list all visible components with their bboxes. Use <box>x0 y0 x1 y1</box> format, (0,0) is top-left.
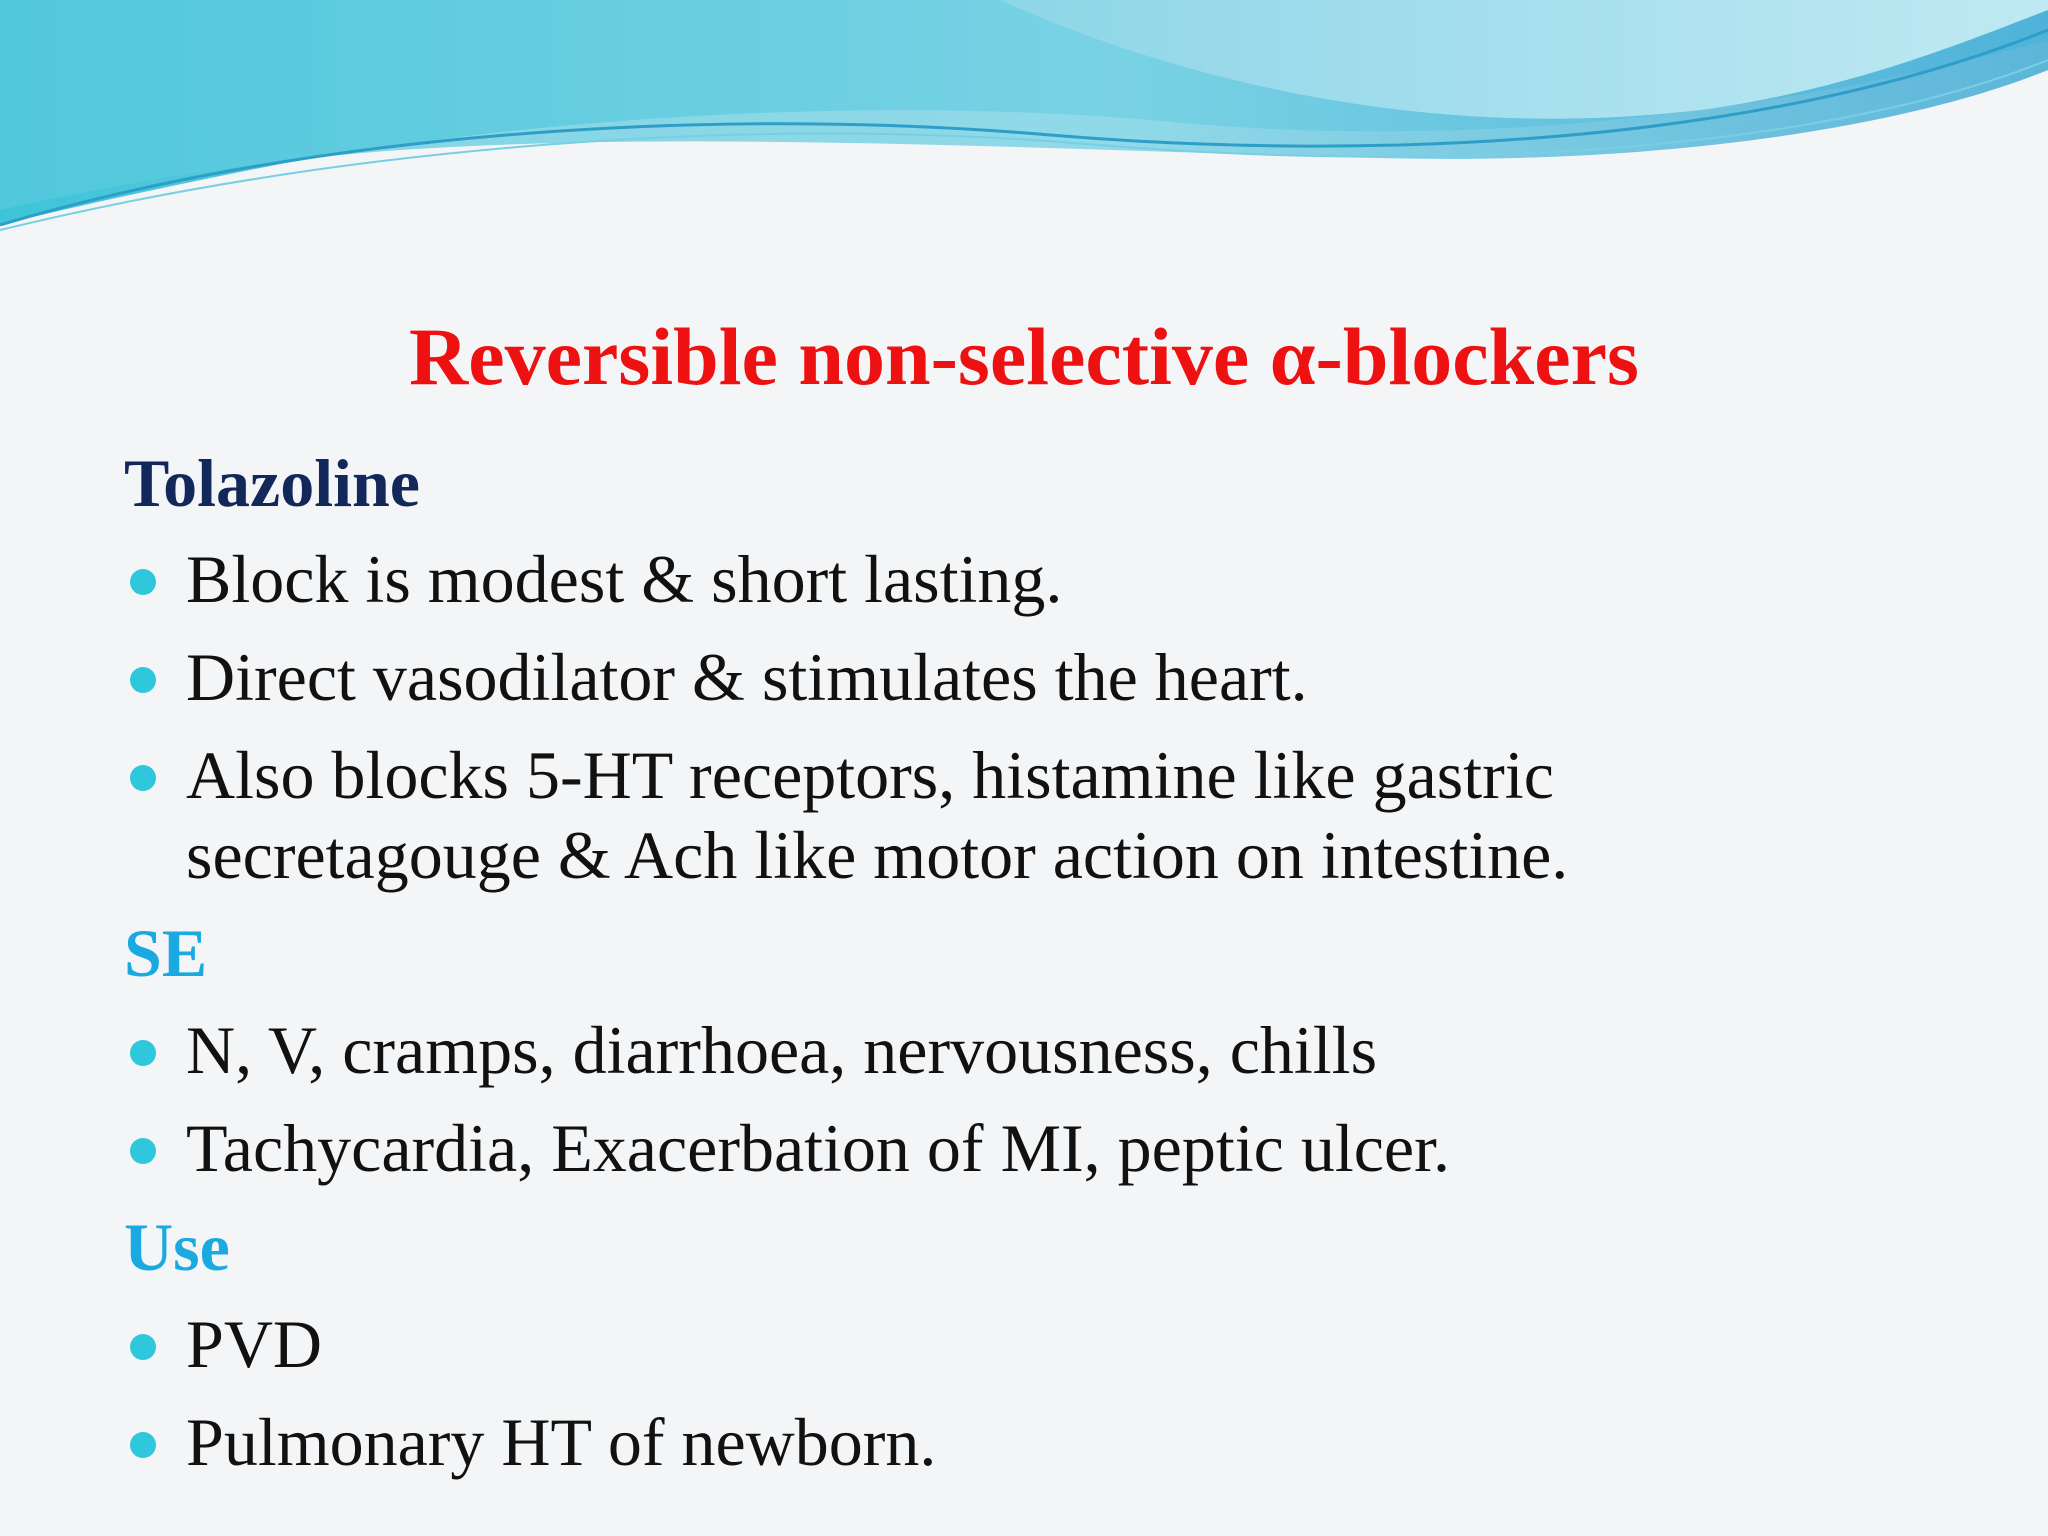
bullet-dot-icon <box>130 1334 156 1360</box>
list-item-text: Pulmonary HT of newborn. <box>186 1404 937 1480</box>
list-item <box>186 1403 936 1483</box>
list-item-text-line-2: secretagouge & Ach like motor action on intestine. <box>186 816 1569 893</box>
list-item-text-line-1: Also blocks 5-HT receptors, histamine like gastric <box>186 737 1554 813</box>
bullet-dot-icon <box>130 667 156 693</box>
heading-use: Use <box>124 1209 230 1285</box>
list-item-text: N, V, cramps, diarrhoea, nervousness, chills <box>186 1012 1378 1088</box>
list-item-text: PVD <box>186 1306 323 1382</box>
bullet-dot-icon <box>130 1040 156 1066</box>
bullet-dot-icon <box>130 765 156 791</box>
list-item <box>186 736 1568 895</box>
bullet-dot-icon <box>130 1138 156 1164</box>
list-item <box>186 638 1308 718</box>
heading-se: SE <box>124 915 208 991</box>
list-item-text: Block is modest & short lasting. <box>186 541 1063 617</box>
list-item-text: Tachycardia, Exacerbation of MI, peptic ulcer. <box>186 1110 1450 1186</box>
wave-banner <box>0 0 2048 240</box>
bullet-dot-icon <box>130 569 156 595</box>
list-item <box>186 1011 1377 1091</box>
slide-title: Reversible non-selective α-blockers <box>409 311 1639 402</box>
list-item <box>186 1109 1450 1189</box>
list-item-text: Direct vasodilator & stimulates the heart. <box>186 639 1308 715</box>
bullet-dot-icon <box>130 1432 156 1458</box>
list-item <box>186 1305 322 1385</box>
heading-tolazoline: Tolazoline <box>124 445 420 521</box>
list-item <box>186 540 1062 620</box>
